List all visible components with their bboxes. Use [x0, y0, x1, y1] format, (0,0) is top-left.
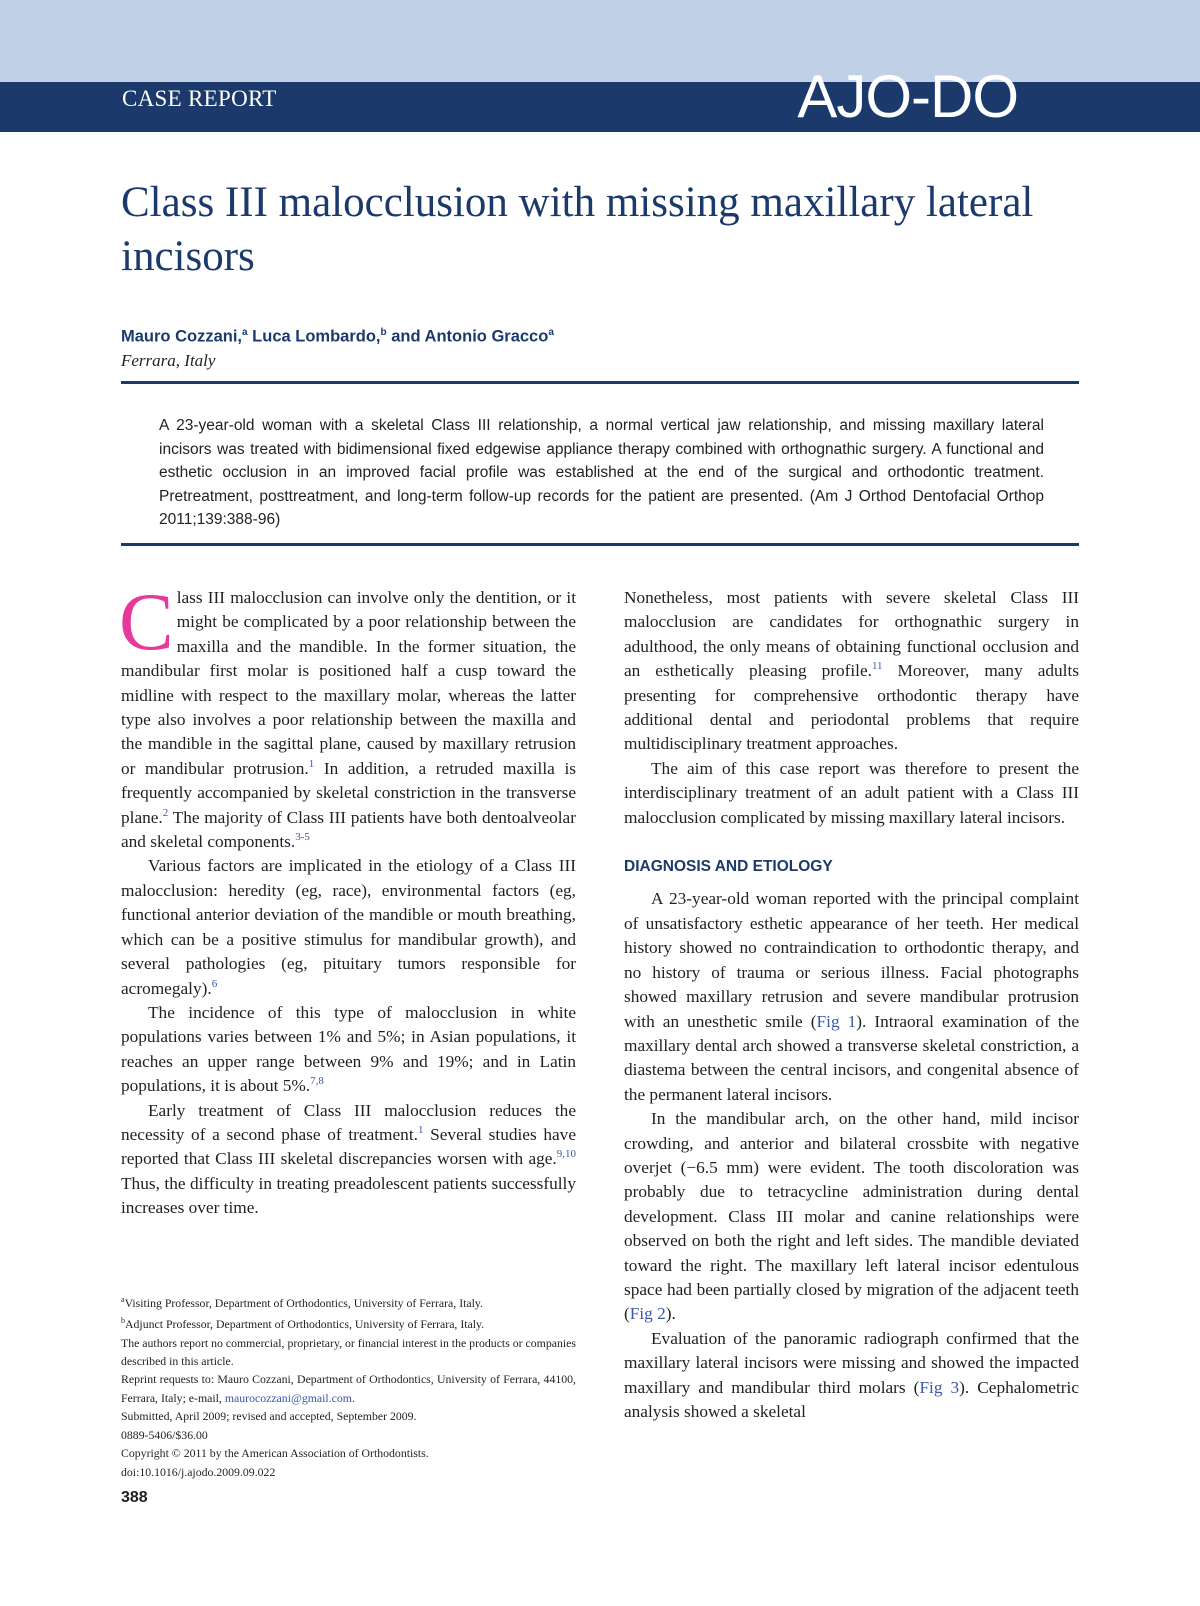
author-affiliation-mark: a [548, 327, 554, 338]
body-paragraph [119, 576, 576, 854]
figure-link[interactable]: Fig 3 [919, 1377, 960, 1397]
reference-link[interactable]: 11 [871, 660, 883, 673]
figure-link[interactable]: Fig 1 [816, 1011, 857, 1031]
author-conjunction: and [391, 327, 421, 346]
footnote-mark: b [121, 1316, 125, 1326]
reference-link[interactable]: 7,8 [310, 1075, 324, 1088]
body-text: Evaluation of the panoramic radiograph confirmed that the maxillary lateral incisors were missing and showed the impacted maxillary and mandibular third molars ( [624, 1328, 1079, 1397]
footnotes [121, 1291, 576, 1481]
journal-logo: AJO-DO [797, 63, 1018, 130]
footnote-affiliation-b [121, 1312, 576, 1333]
body-paragraph: The aim of this case report was therefore to present the interdisciplinary treatment of an adult patient with a Class III malocclusion complicated by missing maxillary lateral incisors. [624, 758, 1079, 827]
footnote-text: . [351, 1390, 355, 1405]
footnote-copyright: Copyright © 2011 by the American Association of Orthodontists. [121, 1446, 429, 1461]
footnote-doi: doi:10.1016/j.ajodo.2009.09.022 [121, 1464, 276, 1479]
body-text: Thus, the difficulty in treating preadolescent patients successfully increases over time. [121, 1173, 576, 1218]
body-paragraph [624, 1107, 1079, 1327]
author-name: Antonio Gracco [424, 327, 549, 346]
body-paragraph [121, 854, 576, 1000]
body-text: ). Intraoral examination of the maxillary dental arch showed a transverse skeletal constriction, a diastema between the central incisors, and congenital absence of the permanent lateral incisors. [624, 1011, 1079, 1104]
abstract: A 23-year-old woman with a skeletal Class III relationship, a normal vertical jaw relationship, and missing maxillary lateral incisors was treated with bidimensional fixed edgewise appliance therapy combined with orthognathic surgery. A functional and esthetic occlusion in an improved facial profile was established at the end of the surgical and orthodontic treatment. Pretreatment, posttreatment, and long-term follow-up records for the patient are presented. (Am J Orthod Dentofacial Orthop 2011;139:388-96) [159, 417, 1044, 528]
figure-link[interactable]: Fig 2 [629, 1304, 666, 1324]
body-text: In addition, a retruded maxilla is frequently accompanied by skeletal constriction in the transverse plane. [121, 758, 576, 827]
header-top-band [0, 0, 1200, 82]
body-text: The incidence of this type of malocclusion in white populations varies between 1% and 5%; in Asian populations, it reaches an upper range between 9% and 19%; and in Latin populations, it is about 5%. [121, 1002, 576, 1096]
author-affiliation-mark: b [380, 327, 387, 338]
body-text: ). [665, 1304, 676, 1324]
reference-link[interactable]: 1 [417, 1124, 424, 1137]
right-column [624, 586, 1079, 1424]
footnote-reprint [121, 1370, 576, 1407]
footnote-price: 0889-5406/$36.00 [121, 1427, 208, 1442]
footnote-submitted: Submitted, April 2009; revised and accepted, September 2009. [121, 1409, 417, 1424]
section-label: CASE REPORT [122, 86, 277, 111]
body-text: Early treatment of Class III malocclusion reduces the necessity of a second phase of treatment. [121, 1100, 576, 1144]
body-text: In the mandibular arch, on the other hand, mild incisor crowding, and anterior and bilateral crossbite with negative overjet (−6.5 mm) were evident. The tooth discoloration was probably due to tetracycline administration during dental development. Class III molar and canine relationships were observed on both the right and left sides. The mandible deviated toward the right. The maxillary left lateral incisor edentulous space had been partially closed by migration of the adjacent teeth ( [624, 1109, 1079, 1324]
footnote-conflict: The authors report no commercial, proprietary, or financial interest in the products or companies described in this article. [121, 1335, 576, 1369]
footnote-mark: a [121, 1295, 125, 1304]
body-paragraph [121, 1001, 576, 1099]
footnote-affiliation-a [121, 1291, 576, 1312]
author-list [121, 327, 554, 347]
body-text: lass III malocclusion can involve only the dentition, or it might be complicated by a poor relationship between the maxilla and the mandible. In the former situation, the mandibular first molar is positioned half a cusp toward the midline with respect to the maxillary molar, whereas the latter type also involves a poor relationship between the maxilla and the mandible in the sagittal plane, caused by maxillary retrusion or mandibular protrusion. [121, 588, 576, 778]
body-paragraph [624, 1327, 1079, 1425]
footnote-text: Visiting Professor, Department of Orthodontics, University of Ferrara, Italy. [124, 1295, 483, 1310]
body-text: Several studies have reported that Class III skeletal discrepancies worsen with age. [121, 1124, 576, 1169]
article-title: Class III malocclusion with missing maxillary lateral incisors [121, 179, 1034, 280]
body-paragraph [624, 887, 1079, 1107]
body-text: Nonetheless, most patients with severe skeletal Class III malocclusion are candidates for orthognathic surgery in adulthood, the only means of obtaining functional occlusion and an esthetically pleasing profile. [624, 588, 1079, 681]
footnote-text: Adjunct Professor, Department of Orthodontics, University of Ferrara, Italy. [125, 1317, 485, 1332]
divider-bottom [121, 543, 1079, 546]
author-location: Ferrara, Italy [121, 351, 216, 370]
author-affiliation-mark: a [242, 327, 248, 338]
page-number: 388 [121, 1489, 148, 1506]
reference-link[interactable]: 2 [162, 806, 169, 819]
reference-link[interactable]: 9,10 [556, 1148, 576, 1161]
left-column [119, 576, 576, 1221]
footnote-text: Reprint requests to: Mauro Cozzani, Department of Orthodontics, University of Ferrara, 44100, Ferrara, Italy; e-mail, [121, 1372, 576, 1405]
author-name: Luca Lombardo, [252, 327, 381, 346]
body-paragraph [121, 1099, 576, 1221]
body-text: Moreover, many adults presenting for comprehensive orthodontic therapy have additional dental and periodontal problems that require multidisciplinary treatment approaches. [624, 661, 1079, 754]
body-text: Various factors are implicated in the etiology of a Class III malocclusion: heredity (eg, race), environmental factors (eg, functional anterior deviation of the mandible or mouth breathing, which can be a positive stimulus for mandibular growth), and several pathologies (eg, pituitary tumors responsible for acromegaly). [121, 856, 576, 998]
body-paragraph [624, 586, 1079, 757]
reference-link[interactable]: 6 [211, 977, 218, 990]
divider-top [121, 381, 1079, 384]
body-text: ). Cephalometric analysis showed a skeletal [624, 1377, 1080, 1421]
reference-link[interactable]: 3-5 [295, 831, 310, 844]
body-text: The majority of Class III patients have both dentoalveolar and skeletal components. [121, 807, 576, 852]
email-link[interactable]: maurocozzani@gmail.com [224, 1390, 352, 1405]
reference-link[interactable]: 1 [308, 758, 315, 771]
section-heading: DIAGNOSIS AND ETIOLOGY [624, 858, 833, 876]
drop-cap: C [119, 576, 174, 667]
author-name: Mauro Cozzani, [121, 327, 243, 346]
body-text: A 23-year-old woman reported with the principal complaint of unsatisfactory esthetic appearance of her teeth. Her medical history showed no contraindication to orthodontic therapy, and no history of trauma or serious illness. Facial photographs showed maxillary retrusion and severe mandibular protrusion with an unesthetic smile ( [624, 889, 1079, 1031]
